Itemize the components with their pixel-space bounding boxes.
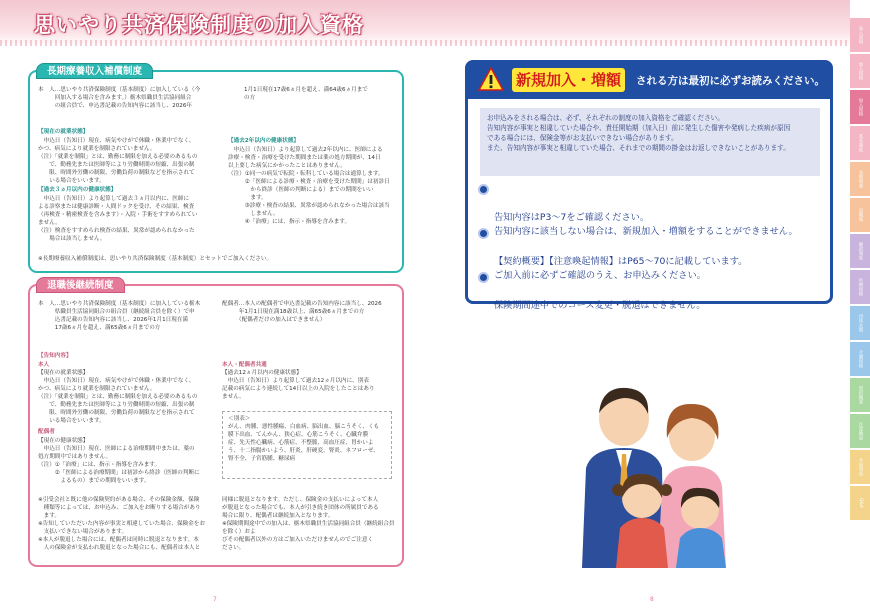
notice-head-text: される方は最初に必ずお読みください。 xyxy=(636,75,825,87)
notice-item-2: 【契約概要】【注意喚起情報】はP65～70に記載しています。 ご加入前に必ずご確認のうえ、お申込みください。 xyxy=(480,227,820,297)
long-term-tab: 長期療養収入補償制度 xyxy=(36,63,153,79)
side-tab[interactable]: 共通事項 xyxy=(850,450,870,484)
side-tab[interactable]: 加入資格 xyxy=(850,18,870,52)
retirement-common-label: 本人・配偶者共通 xyxy=(222,362,267,368)
long-term-label-2y: 【過去2年以内の健康状態】 xyxy=(228,138,300,144)
side-tab[interactable]: 基本制度 xyxy=(850,126,870,160)
notice-item-1: 告知内容はP3～7をご確認ください。 告知内容に該当しない場合は、新規加入・増額をすることができません。 xyxy=(480,183,820,253)
long-term-label-3m: 【過去３ヵ月以内の健康状態】 xyxy=(38,187,117,193)
side-tab[interactable]: 加入資格 xyxy=(850,54,870,88)
retirement-foot-left: ※引受会社と既に他の保険契約がある場合、その保険金額、保険 種類等によっては、お申込み、ご加入をお断りする場合があり ます。 ※告知していただいた内容が事実と相違していた場合、保険金をお 支払いできない場合があります。 ※本人が脱退した場合には、配偶者は同時に脱退となります。本 人の保険金が支払われ脱退となった場合にも、配偶者は本人と xyxy=(38,497,205,551)
page-number-left: 7 xyxy=(213,596,217,603)
side-tab[interactable]: 契約概要 xyxy=(850,378,870,412)
side-tab[interactable]: Q&A xyxy=(850,486,870,520)
notice-item-3: 保険期間途中でのコース変更・脱退はできません。 xyxy=(480,271,820,327)
family-illustration xyxy=(572,378,757,568)
retirement-self-body: 【現在の就業状態】 申込日（告知日）現在、病気やけがで休職・休業中でなく、 かつ、病気により就業を制限されていません。 （注）「就業を制限」とは、勤務に制限を加える必要のあるもの で、勤務先または医師等により労働時間の短縮、出張の制 限、時間外労働の制限、労働負荷の制限などを指示されて いる場合をいいます。 xyxy=(38,370,198,424)
side-tab-active[interactable]: 加入資格 xyxy=(850,90,870,124)
header-stripes xyxy=(0,40,850,46)
side-tab[interactable]: 医療保険 xyxy=(850,270,870,304)
retirement-foot-right: 同様に脱退となります。ただし、保険金の支払いによって本人 が脱退となった場合でも、本人が引き続き団体の所属員である 場合に限り、配偶者は継続加入となります。 ※保険期間途中での加入は、栃木県職員生活協同組合員（継続組合員を除く）およ びその配偶者以外の方はご加入いただけませんのでご注意く ださい。 xyxy=(222,497,395,551)
bullet-icon xyxy=(478,272,489,283)
retirement-notice-label: 【告知内容】 xyxy=(38,353,72,359)
long-term-intro-left: 本 人…思いやり共済保険制度（基本制度）に加入している（今 回加入する場合を含みます。）栃木県職員生活協同組合 の組合員で、申込書記載の告知内容に該当し、2026年 xyxy=(38,87,201,109)
long-term-label-work: 【現在の就業状態】 xyxy=(38,129,89,135)
page-number-right: 8 xyxy=(650,596,654,603)
long-term-footnote: ※長期療養収入補償制度は、思いやり共済保険制度（基本制度）とセットでご加入ください。 xyxy=(38,256,273,262)
bullet-icon xyxy=(478,184,489,195)
notice-info: お申込みをされる場合は、必ず、それぞれの制度の加入資格をご確認ください。 告知内容が事実と相違していた場合や、責任開始期（加入日）前に発生した傷害や発病した疾病が原因 である場合には、保険金等がお支払いできない場合があります。 また、告知内容が事実と相違していた場合、それまでの期間の掛金はお返しできないことがあります。 xyxy=(480,108,820,176)
retirement-intro-right: 配偶者…本人の配偶者で申込書記載の告知内容に該当し、2026 年1月1日現在満18歳以上、満65歳6ヵ月までの方 （配偶者だけの加入はできません） xyxy=(222,301,382,323)
side-tab[interactable]: 団体長期 xyxy=(850,306,870,340)
long-term-work-body: 申込日（告知日）現在、病気やけがで休職・休業中でなく、 かつ、病気により就業を制限されていません。 （注）「就業を制限」とは、勤務に制限を加える必要のあるもの で、勤務先または医師等により労働時間の短縮、出張の制 限、時間外労働の制限、労働負荷の制限などを指示されて いる場合をいいます。 xyxy=(38,138,198,184)
retirement-spouse-body: 【現在の健康状態】 申込日（告知日）現在、医師による治療期間中または、薬の 処方期間中ではありません。 （注）①「治療」には、指示・指導を含みます。 ②「医師による治療期間」は初診から終診（医師の判断に よるもの）までの期間をいいます。 xyxy=(38,438,200,484)
new-join-highlight: 新規加入・増額 xyxy=(512,68,625,92)
side-tab[interactable]: 退職後 xyxy=(850,198,870,232)
bullet-icon xyxy=(478,228,489,239)
retirement-intro-left: 本 人…思いやり共済保険制度（基本制度）に加入している栃木 県職員生活協同組合の組合員（継続組合員を除く）で申 込書記載の告知内容に該当し、2026年1月1日現在満 17歳6ヵ月を超え、満65歳6ヵ月までの方 xyxy=(38,301,201,331)
notice-header xyxy=(468,63,830,99)
long-term-2y-body: 申込日（告知日）より起算して過去2年以内に、医師による 診療・検査・治療を受けた期間または薬の処方期間が、14日 以上要した病気にかかったことはありません。 （注）①同一の病気で転院・転科している場合は通算します。 ②「医師による診療・検査・治療を受けた期間」は初診日 から終診（医師の判断による）までの期間をいい ます。 ③診療・検査の結果、異常が認められなかった場合は該当 しません。 ④「治療」には、指示・指導を含みます。 xyxy=(228,147,390,225)
new-join-notice xyxy=(465,60,833,311)
long-term-intro-right: 1月1日現在17歳6ヵ月を超え、満64歳6ヵ月まで の方 xyxy=(244,87,368,101)
warning-icon xyxy=(478,67,504,91)
long-term-3m-body: 申込日（告知日）より起算して過去３ヵ月以内に、医師に よる診察または健康診断・人間ドックを受け、その結果、検査 （再検査・精密検査を含みます）・入院・手術をすすめられてい ません。 （注）検査をすすめられ検査の結果、異常が認められなかった 場合は該当しません。 xyxy=(38,196,198,242)
retirement-self-label: 本人 xyxy=(38,362,50,368)
side-tab[interactable]: 介護保険 xyxy=(850,342,870,376)
side-index-strip xyxy=(850,18,870,602)
retirement-tab: 退職後継続制度 xyxy=(36,277,125,293)
side-tab[interactable]: 長期療養 xyxy=(850,162,870,196)
disease-table: ＜別表＞ がん、肉腫、悪性腫瘍、白血病、脳出血、脳こうそく、くも 膜下出血、てんかん、狭心症、心筋こうそく、心臓弁膜 症、先天性心臓病、心筋症、不整脈、高血圧症、胃かいよ う、十二指腸かいよう、肝炎、肝硬変、腎炎、ネフローゼ、 腎不全、子宮筋腫、糖尿病 xyxy=(222,411,392,479)
page-title: 思いやり共済保険制度の加入資格 xyxy=(34,13,364,37)
side-tab[interactable]: 継続制度 xyxy=(850,234,870,268)
retirement-spouse-label: 配偶者 xyxy=(38,429,55,435)
retirement-common-body: 【過去12ヵ月以内の健康状態】 申込日（告知日）より起算して過去12ヵ月以内に、別表 記載の病気により連続して14日以上の入院をしたことはあり ません。 xyxy=(222,370,375,400)
side-tab[interactable]: 注意喚起 xyxy=(850,414,870,448)
